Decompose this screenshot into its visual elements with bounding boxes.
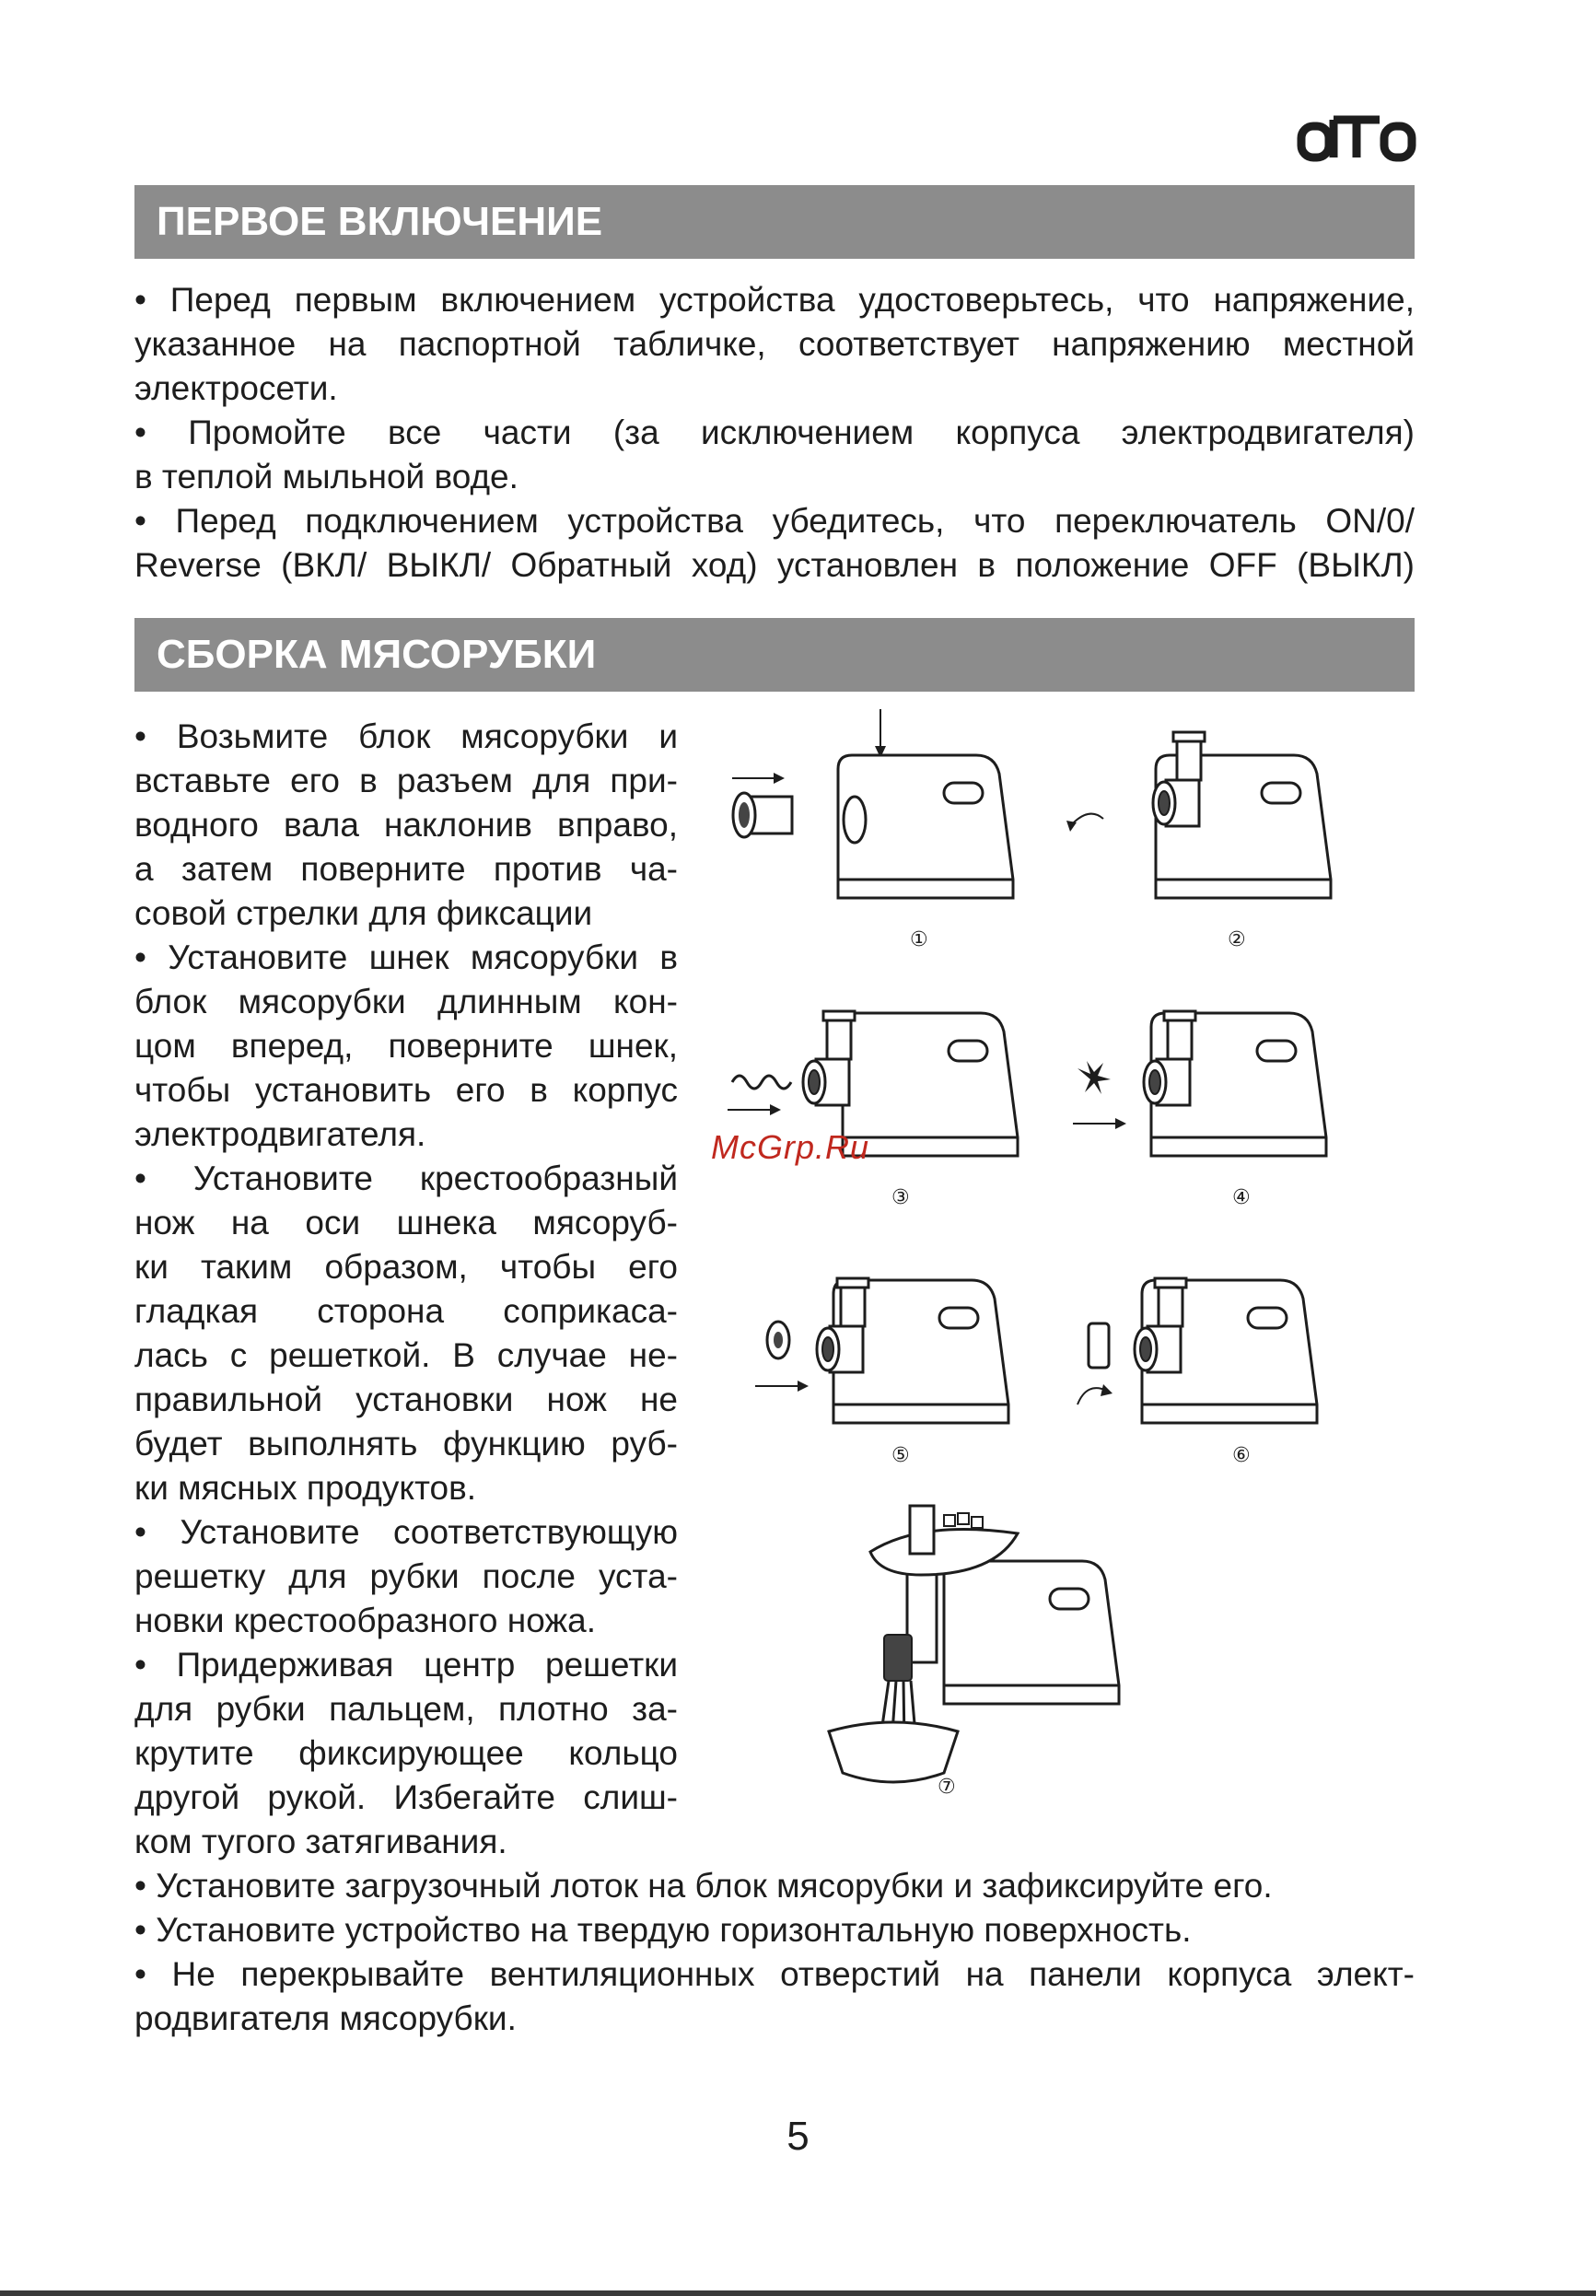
text-line: • Возьмите блок мясорубки и [134, 717, 678, 755]
assembly-column-text [134, 715, 678, 1864]
section-header-first-use [134, 185, 1415, 259]
text-line: водного вала наклонив вправо, [134, 806, 678, 844]
otto-logo [1297, 111, 1416, 164]
text-line: ки мясных продуктов. [134, 1469, 477, 1507]
step-2-figure [1066, 732, 1331, 898]
text-line: • Перед первым включением устройства удостоверьтесь, что напряжение, [134, 281, 1415, 319]
text-line: ком тугого затягивания. [134, 1823, 507, 1860]
step-5-figure [755, 1278, 1008, 1423]
assembly-illustrations [709, 705, 1427, 1810]
text-line: блок мясорубки длинным кон- [134, 983, 678, 1020]
text-line: электросети. [134, 369, 338, 407]
text-line: а затем поверните против ча- [134, 850, 678, 888]
step-label: ② [1228, 928, 1246, 951]
text-line: лась с решеткой. В случае не- [134, 1336, 678, 1374]
text-line: Reverse (ВКЛ/ ВЫКЛ/ Обратный ход) установлен в положение OFF (ВЫКЛ) [134, 546, 1415, 584]
first-use-text [134, 278, 1415, 588]
section-title: СБОРКА МЯСОРУБКИ [157, 632, 597, 677]
text-line: • Установите соответствующую [134, 1513, 678, 1551]
text-line: совой стрелки для фиксации [134, 894, 593, 932]
step-label: ⑥ [1232, 1444, 1251, 1467]
text-line: • Установите загрузочный лоток на блок мясорубки и зафиксируйте его. [134, 1867, 1273, 1905]
text-line: чтобы установить его в корпус [134, 1071, 678, 1109]
text-line: • Установите шнек мясорубки в [134, 938, 678, 976]
text-line: • Установите устройство на твердую горизонтальную поверхность. [134, 1911, 1192, 1949]
text-line: гладкая сторона соприкаса- [134, 1292, 678, 1330]
watermark: McGrp.Ru [711, 1128, 870, 1166]
text-line: другой рукой. Избегайте слиш- [134, 1778, 678, 1816]
text-line: решетку для рубки после уста- [134, 1557, 678, 1595]
text-line: • Установите крестообразный [134, 1160, 678, 1197]
step-label: ① [910, 928, 928, 951]
step-label: ⑤ [891, 1444, 910, 1467]
text-line: в теплой мыльной воде. [134, 458, 518, 495]
bottom-edge [0, 2290, 1596, 2296]
text-line: • Не перекрывайте вентиляционных отверстий на панели корпуса элект- [134, 1955, 1415, 1993]
step-label: ③ [891, 1186, 910, 1209]
text-line: указанное на паспортной табличке, соответствует напряжению местной [134, 325, 1415, 363]
section-title: ПЕРВОЕ ВКЛЮЧЕНИЕ [157, 199, 603, 244]
text-line: родвигателя мясорубки. [134, 1999, 517, 2037]
step-1-figure [732, 709, 1013, 898]
text-line: новки крестообразного ножа. [134, 1602, 596, 1639]
text-line: • Промойте все части (за исключением корпуса электродвигателя) [134, 414, 1415, 451]
step-6-figure [1078, 1278, 1317, 1423]
text-line: будет выполнять функцию руб- [134, 1425, 678, 1463]
page-number: 5 [786, 2114, 810, 2159]
section-header-assembly [134, 618, 1415, 692]
text-line: крутите фиксирующее кольцо [134, 1734, 678, 1772]
step-7-figure [829, 1506, 1119, 1782]
text-line: • Придерживая центр решетки [134, 1646, 678, 1684]
text-line: • Перед подключением устройства убедитесь, что переключатель ON/0/ [134, 502, 1415, 540]
text-line: ки таким образом, чтобы его [134, 1248, 678, 1286]
text-line: нож на оси шнека мясоруб- [134, 1204, 678, 1241]
step-label: ⑦ [938, 1776, 956, 1799]
text-line: вставьте его в разъем для при- [134, 762, 678, 799]
text-line: цом вперед, поверните шнек, [134, 1027, 678, 1065]
text-line: электродвигателя. [134, 1115, 426, 1153]
text-line: правильной установки нож не [134, 1381, 678, 1418]
step-4-figure [1073, 1011, 1326, 1156]
text-line: для рубки пальцем, плотно за- [134, 1690, 678, 1728]
step-label: ④ [1232, 1186, 1251, 1209]
assembly-full-text [134, 1864, 1415, 2041]
